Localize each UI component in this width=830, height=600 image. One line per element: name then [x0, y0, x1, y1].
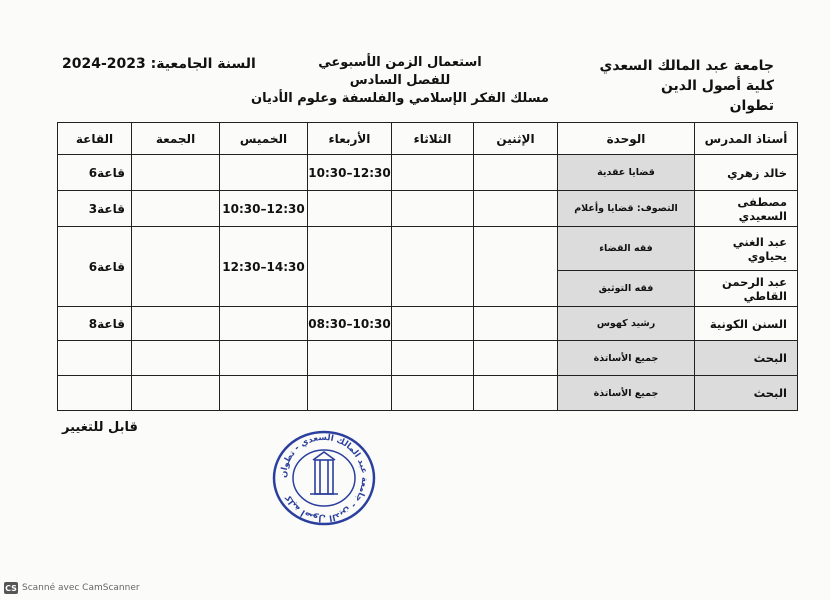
- room-cell: [58, 376, 132, 411]
- thursday-cell: [220, 155, 308, 191]
- scanner-footer: [4, 582, 140, 594]
- friday-cell: [132, 155, 220, 191]
- teacher-cell: عبد الرحمن القاطي: [695, 271, 798, 307]
- teacher-cell: البحث: [695, 376, 798, 411]
- unit-cell: فقه التوثيق: [558, 271, 695, 307]
- monday-cell: [474, 376, 558, 411]
- faculty-stamp: [270, 428, 378, 528]
- monday-cell: [474, 155, 558, 191]
- table-row: [58, 191, 798, 227]
- monday-cell: [474, 341, 558, 376]
- table-row: [58, 307, 798, 341]
- semester-label: للفصل السادس: [349, 73, 451, 88]
- col-header-thursday: الخميس: [220, 123, 308, 155]
- thursday-cell: [220, 341, 308, 376]
- col-header-tuesday: الثلاثاء: [392, 123, 474, 155]
- friday-cell: [132, 307, 220, 341]
- tuesday-cell: [392, 376, 474, 411]
- thursday-cell: 12:30–14:30: [220, 227, 308, 307]
- thursday-cell: 10:30–12:30: [220, 191, 308, 227]
- table-row: [58, 376, 798, 411]
- monday-cell: [474, 191, 558, 227]
- teacher-cell: السنن الكونية: [695, 307, 798, 341]
- university-block: [599, 56, 774, 116]
- teacher-cell: مصطفى السعيدي: [695, 191, 798, 227]
- col-header-room: القاعة: [58, 123, 132, 155]
- unit-cell: جميع الأساتذة: [558, 341, 695, 376]
- university-name: جامعة عبد المالك السعدي: [599, 58, 774, 74]
- scanner-text: Scanné avec CamScanner: [22, 583, 140, 593]
- schedule-table: [57, 122, 798, 411]
- tuesday-cell: [392, 227, 474, 307]
- academic-year: السنة الجامعية: 2023-2024: [62, 56, 256, 72]
- room-cell: قاعة8: [58, 307, 132, 341]
- friday-cell: [132, 376, 220, 411]
- teacher-cell: عبد الغني يحياوي: [695, 227, 798, 271]
- table-row: [58, 341, 798, 376]
- thursday-cell: [220, 376, 308, 411]
- friday-cell: [132, 191, 220, 227]
- unit-cell: جميع الأساتذة: [558, 376, 695, 411]
- tuesday-cell: [392, 155, 474, 191]
- unit-cell: التصوف: قضايا وأعلام: [558, 191, 695, 227]
- wednesday-cell: [308, 341, 392, 376]
- thursday-cell: [220, 307, 308, 341]
- faculty-name: كلية أصول الدين: [660, 78, 774, 94]
- monday-cell: [474, 307, 558, 341]
- table-row: [58, 155, 798, 191]
- unit-cell: رشيد كهوس: [558, 307, 695, 341]
- camscanner-logo-icon: CS: [5, 583, 17, 593]
- room-cell: قاعة6: [58, 227, 132, 307]
- track-label: مسلك الفكر الإسلامي والفلسفة وعلوم الأديان: [251, 91, 549, 106]
- wednesday-cell: [308, 376, 392, 411]
- wednesday-cell: 08:30–10:30: [308, 307, 392, 341]
- tuesday-cell: [392, 307, 474, 341]
- tuesday-cell: [392, 341, 474, 376]
- table-row: [58, 227, 798, 271]
- room-cell: [58, 341, 132, 376]
- teacher-cell: البحث: [695, 341, 798, 376]
- col-header-monday: الإثنين: [474, 123, 558, 155]
- changeable-note: قابل للتغيير: [62, 420, 138, 435]
- col-header-friday: الجمعة: [132, 123, 220, 155]
- stamp-text: كلية أصول الدين - جامعة عبد المالك السعدي - تطوان: [278, 432, 370, 524]
- room-cell: قاعة6: [58, 155, 132, 191]
- monday-cell: [474, 227, 558, 307]
- tuesday-cell: [392, 191, 474, 227]
- teacher-cell: خالد زهري: [695, 155, 798, 191]
- unit-cell: قضايا عقدية: [558, 155, 695, 191]
- building-icon: [310, 452, 338, 494]
- wednesday-cell: [308, 227, 392, 307]
- unit-cell: فقه القضاء: [558, 227, 695, 271]
- wednesday-cell: 10:30–12:30: [308, 155, 392, 191]
- room-cell: قاعة3: [58, 191, 132, 227]
- friday-cell: [132, 227, 220, 307]
- table-header-row: [58, 123, 798, 155]
- col-header-teacher: أستاذ المدرس: [695, 123, 798, 155]
- city-name: تطوان: [729, 98, 774, 114]
- friday-cell: [132, 341, 220, 376]
- schedule-heading: [230, 54, 570, 108]
- col-header-wednesday: الأربعاء: [308, 123, 392, 155]
- wednesday-cell: [308, 191, 392, 227]
- col-header-unit: الوحدة: [558, 123, 695, 155]
- schedule-title: استعمال الزمن الأسبوعي: [318, 55, 482, 70]
